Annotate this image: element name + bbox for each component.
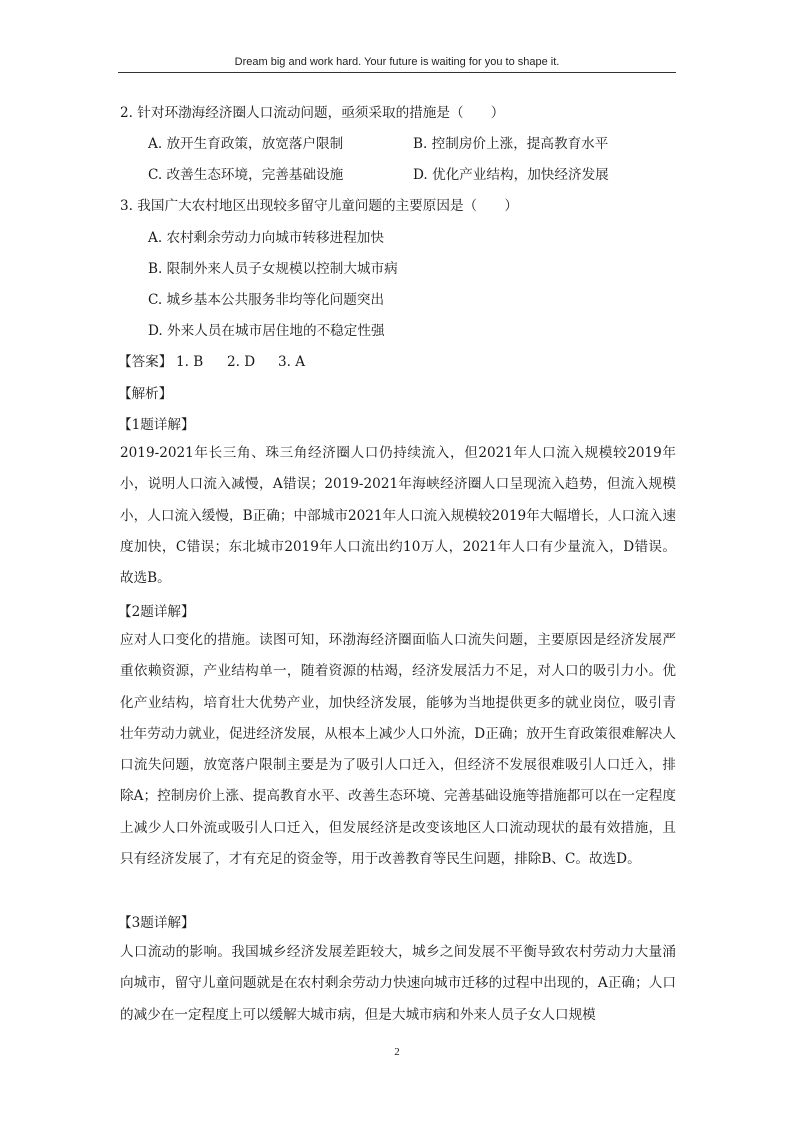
question-3-option-a: A. 农村剩余劳动力向城市转移进程加快	[148, 230, 384, 246]
question-3-option-b: B. 限制外来人员子女规模以控制大城市病	[148, 261, 398, 277]
page-number: 2	[394, 1046, 400, 1058]
page-header-motto: Dream big and work hard. Your future is waiting for you to shape it.	[234, 56, 560, 68]
answer-3: 3. A	[278, 354, 306, 370]
detail-3-heading: 【3题详解】	[118, 915, 195, 931]
question-3-option-d: D. 外来人员在城市居住地的不稳定性强	[148, 323, 385, 339]
question-2-option-d: D. 优化产业结构，加快经济发展	[413, 167, 609, 183]
question-2-option-c: C. 改善生态环境，完善基础设施	[148, 167, 344, 183]
question-3-stem: 3. 我国广大农村地区出现较多留守儿童问题的主要原因是（ ）	[120, 198, 518, 214]
answer-line	[0, 353, 794, 371]
detail-2-heading: 【2题详解】	[118, 604, 195, 620]
detail-1-text: 2019-2021年长三角、珠三角经济圈人口仍持续流入，但2021年人口流入规模较2019年小，说明人口流入减慢，A错误；2019-2021年海峡经济圈人口呈现流入趋势，但流入规模小，人口流入缓慢，B正确；中部城市2021年人口流入规模较2019年大幅增长，人口流入速度加快，C错误；东北城市2019年人口流出约10万人，2021年人口有少量流入，D错误。故选B。	[120, 445, 676, 587]
header-divider	[118, 72, 676, 73]
answer-2: 2. D	[227, 354, 256, 370]
answer-label: 【答案】	[118, 354, 173, 370]
analysis-label: 【解析】	[118, 386, 173, 402]
question-2-stem: 2. 针对环渤海经济圈人口流动问题，亟须采取的措施是（ ）	[120, 105, 505, 121]
detail-3-text: 人口流动的影响。我国城乡经济发展差距较大，城乡之间发展不平衡导致农村劳动力大量涌向城市，留守儿童问题就是在农村剩余劳动力快速向城市迁移的过程中出现的，A正确；人口的减少在一定程度上可以缓解大城市病，但是大城市病和外来人员子女人口规模	[120, 944, 676, 1023]
question-2-option-b: B. 控制房价上涨，提高教育水平	[413, 136, 609, 152]
question-2-option-a: A. 放开生育政策，放宽落户限制	[148, 136, 344, 152]
detail-1-heading: 【1题详解】	[118, 417, 195, 433]
question-2-options-row-1	[0, 135, 794, 153]
question-3-option-c: C. 城乡基本公共服务非均等化问题突出	[148, 292, 385, 308]
detail-2-text: 应对人口变化的措施。读图可知，环渤海经济圈面临人口流失问题，主要原因是经济发展严重依赖资源，产业结构单一，随着资源的枯竭，经济发展活力不足，对人口的吸引力小。优化产业结构，培育壮大优势产业，加快经济发展，能够为当地提供更多的就业岗位，吸引青壮年劳动力就业，促进经济发展，从根本上减少人口外流，D正确；放开生育政策很难解决人口流失问题，放宽落户限制主要是为了吸引人口迁入，但经济不发展很难吸引人口迁入，排除A；控制房价上涨、提高教育水平、改善生态环境、完善基础设施等措施都可以在一定程度上减少人口外流或吸引人口迁入，但发展经济是改变该地区人口流动现状的最有效措施，且只有经济发展了，才有充足的资金等，用于改善教育等民生问题，排除B、C。故选D。	[120, 632, 676, 868]
question-2-options-row-2	[0, 166, 794, 184]
answer-1: 1. B	[176, 354, 204, 370]
